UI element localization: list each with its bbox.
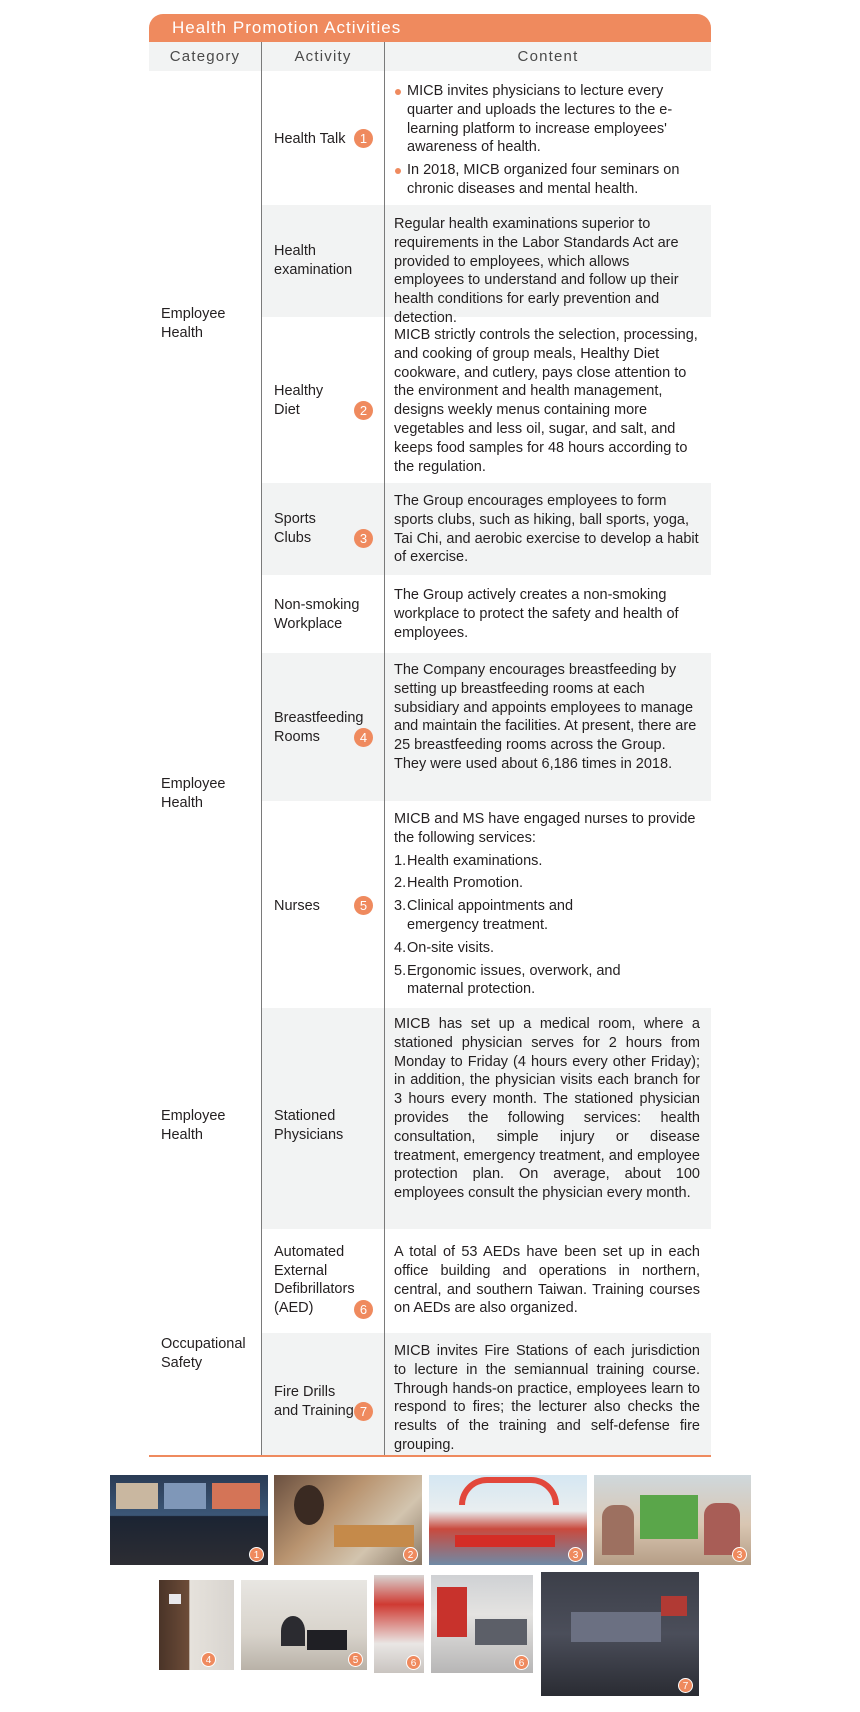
activity-label: Automated External Defibrillators (AED) [274, 1244, 355, 1316]
photo-breastfeeding-room [159, 1580, 234, 1670]
activity-badge: 7 [354, 1402, 373, 1421]
activity-content: A total of 53 AEDs have been set up in each office building and operations in northern, central, and southern Taiwan. Training courses on AEDs are also organized. [394, 1244, 700, 1317]
list-item [394, 897, 700, 935]
person-shape [437, 1587, 467, 1637]
table-row [262, 72, 711, 205]
activity-content [394, 82, 700, 203]
screen-shape [212, 1483, 260, 1509]
activity-label: Healthy Diet [274, 383, 324, 418]
photo-fire-drill [541, 1572, 699, 1696]
arch-shape [459, 1477, 559, 1505]
sign-shape [169, 1594, 181, 1604]
column-header-category: Category [149, 42, 261, 71]
list-item-text: MICB invites physicians to lecture every quarter and uploads the lectures to the e-learning platform to increase employees' awareness of health. [407, 83, 673, 156]
activity-content: MICB invites Fire Stations of each jurisdiction to lecture in the semiannual training course. Through hands-on practice, employees learn to respond to fires; the lecturer also checks the results of the training and self-defense fire grouping. [394, 1343, 700, 1453]
list-item-text: Clinical appointments and emergency treatment. [407, 898, 574, 933]
category-employee-health-1: Employee Health [161, 306, 226, 341]
bullet-dot-icon [395, 168, 401, 174]
activity-label: Non-smoking Workplace [274, 597, 360, 632]
bullet-dot-icon [395, 89, 401, 95]
flag-shape [640, 1495, 698, 1539]
table-row [262, 317, 711, 483]
table-row [262, 1333, 711, 1455]
photo-health-talk [110, 1475, 268, 1565]
category-occupational-safety: Occupational Safety [161, 1336, 246, 1371]
screen-shape [164, 1483, 206, 1509]
photo-badge: 6 [406, 1655, 421, 1670]
activity-label: Fire Drills and Training [274, 1384, 354, 1419]
photo-sports-club-hike [594, 1475, 751, 1565]
list-item [394, 962, 700, 1000]
table-row [262, 575, 711, 653]
nurses-intro: MICB and MS have engaged nurses to provide the following services: [394, 811, 696, 846]
activity-label: Health Talk [274, 131, 346, 147]
activity-content: The Company encourages breastfeeding by setting up breastfeeding rooms at each subsidiary and appoints employees to manage and maintain the facilities. At present, there are 25 breastfeeding rooms across the Group. They were used about 6,186 times in 2018. [394, 662, 697, 772]
list-item [394, 161, 700, 199]
section-title: Health Promotion Activities [149, 14, 711, 42]
activity-content: The Group encourages employees to form sports clubs, such as hiking, ball sports, yoga, Tai Chi, and aerobic exercise to develop a habit of exercise. [394, 493, 699, 566]
activity-badge: 5 [354, 896, 373, 915]
list-number: 4. [394, 939, 407, 956]
activity-content: MICB strictly controls the selection, processing, and cooking of group meals, Healthy Diet cookware, and cutlery, pays close attention to the environment and health management, designs weekly menus containing more vegetables and less oil, sugar, and salt, and keeps food samples for 48 hours according to the regulation. [394, 327, 698, 475]
food-tray-shape [334, 1525, 414, 1547]
audience-shape [475, 1619, 527, 1645]
photo-badge: 3 [732, 1547, 747, 1562]
screen-shape [116, 1483, 158, 1509]
activity-badge: 3 [354, 529, 373, 548]
table-row [262, 483, 711, 575]
table-row [262, 801, 711, 1008]
activity-badge: 2 [354, 401, 373, 420]
activity-content [394, 810, 700, 999]
photo-badge: 4 [201, 1652, 216, 1667]
photo-healthy-diet [274, 1475, 422, 1565]
person-shape [294, 1485, 324, 1525]
banner-shape [455, 1535, 555, 1547]
category-employee-health-3: Employee Health [161, 1108, 226, 1143]
list-item-text: In 2018, MICB organized four seminars on chronic diseases and mental health. [407, 162, 680, 197]
photo-sports-club-run [429, 1475, 587, 1565]
table-row [262, 1229, 711, 1333]
people-shape [602, 1505, 634, 1555]
desk-shape [307, 1630, 347, 1650]
list-item [394, 82, 700, 157]
category-employee-health-2: Employee Health [161, 776, 226, 811]
activity-badge: 6 [354, 1300, 373, 1319]
column-header-content: Content [385, 42, 711, 71]
list-item [394, 874, 700, 893]
extinguisher-shape [661, 1596, 687, 1616]
photo-badge: 6 [514, 1655, 529, 1670]
activity-label: Sports Clubs [274, 511, 316, 546]
list-item-text: Ergonomic issues, overwork, and maternal protection. [407, 962, 621, 998]
list-item-text: Health examinations. [407, 852, 543, 869]
activity-label: Nurses [274, 898, 320, 914]
activity-content: The Group actively creates a non-smoking workplace to protect the safety and health of employees. [394, 587, 679, 641]
group-shape [571, 1612, 661, 1642]
photo-badge: 2 [403, 1547, 418, 1562]
table-row [262, 1008, 711, 1229]
photo-badge: 1 [249, 1547, 264, 1562]
activity-label: Health examination [274, 243, 353, 278]
column-divider [261, 42, 262, 1455]
table-bottom-rule [149, 1455, 711, 1457]
photo-aed-training [431, 1575, 533, 1673]
list-number: 2. [394, 875, 407, 892]
person-shape [281, 1616, 305, 1646]
list-number: 5. [394, 962, 407, 979]
table-row [262, 653, 711, 801]
photo-badge: 5 [348, 1652, 363, 1667]
list-item [394, 939, 700, 958]
list-item [394, 852, 700, 871]
column-header-activity: Activity [262, 42, 384, 71]
list-number: 3. [394, 898, 407, 915]
list-item-text: On-site visits. [407, 939, 495, 956]
activity-badge: 4 [354, 728, 373, 747]
photo-badge: 7 [678, 1678, 693, 1693]
column-divider [384, 42, 385, 1455]
activity-badge: 1 [354, 129, 373, 148]
list-number: 1. [394, 852, 407, 869]
activity-label: Breastfeeding Rooms [274, 710, 364, 745]
photo-badge: 3 [568, 1547, 583, 1562]
activity-content: Regular health examinations superior to requirements in the Labor Standards Act are provided to employees, which allows employees to understand and follow up their health conditions for early prevention and detection. [394, 216, 679, 326]
activity-label: Stationed Physicians [274, 1108, 344, 1143]
list-item-text: Health Promotion. [407, 875, 524, 892]
photo-nurses [241, 1580, 367, 1670]
activity-content: MICB has set up a medical room, where a stationed physician serves for 2 hours from Monday to Friday (4 hours every other Friday); in addition, the physician visits each branch for 3 hours every month. The stationed physician provides the following services: health consultation, simple injury or disease treatment, emergency treatment, and employee protection plan. On average, about 100 employees consult the physician every month. [394, 1016, 700, 1202]
table-row [262, 205, 711, 326]
photo-aed-device [374, 1575, 424, 1673]
